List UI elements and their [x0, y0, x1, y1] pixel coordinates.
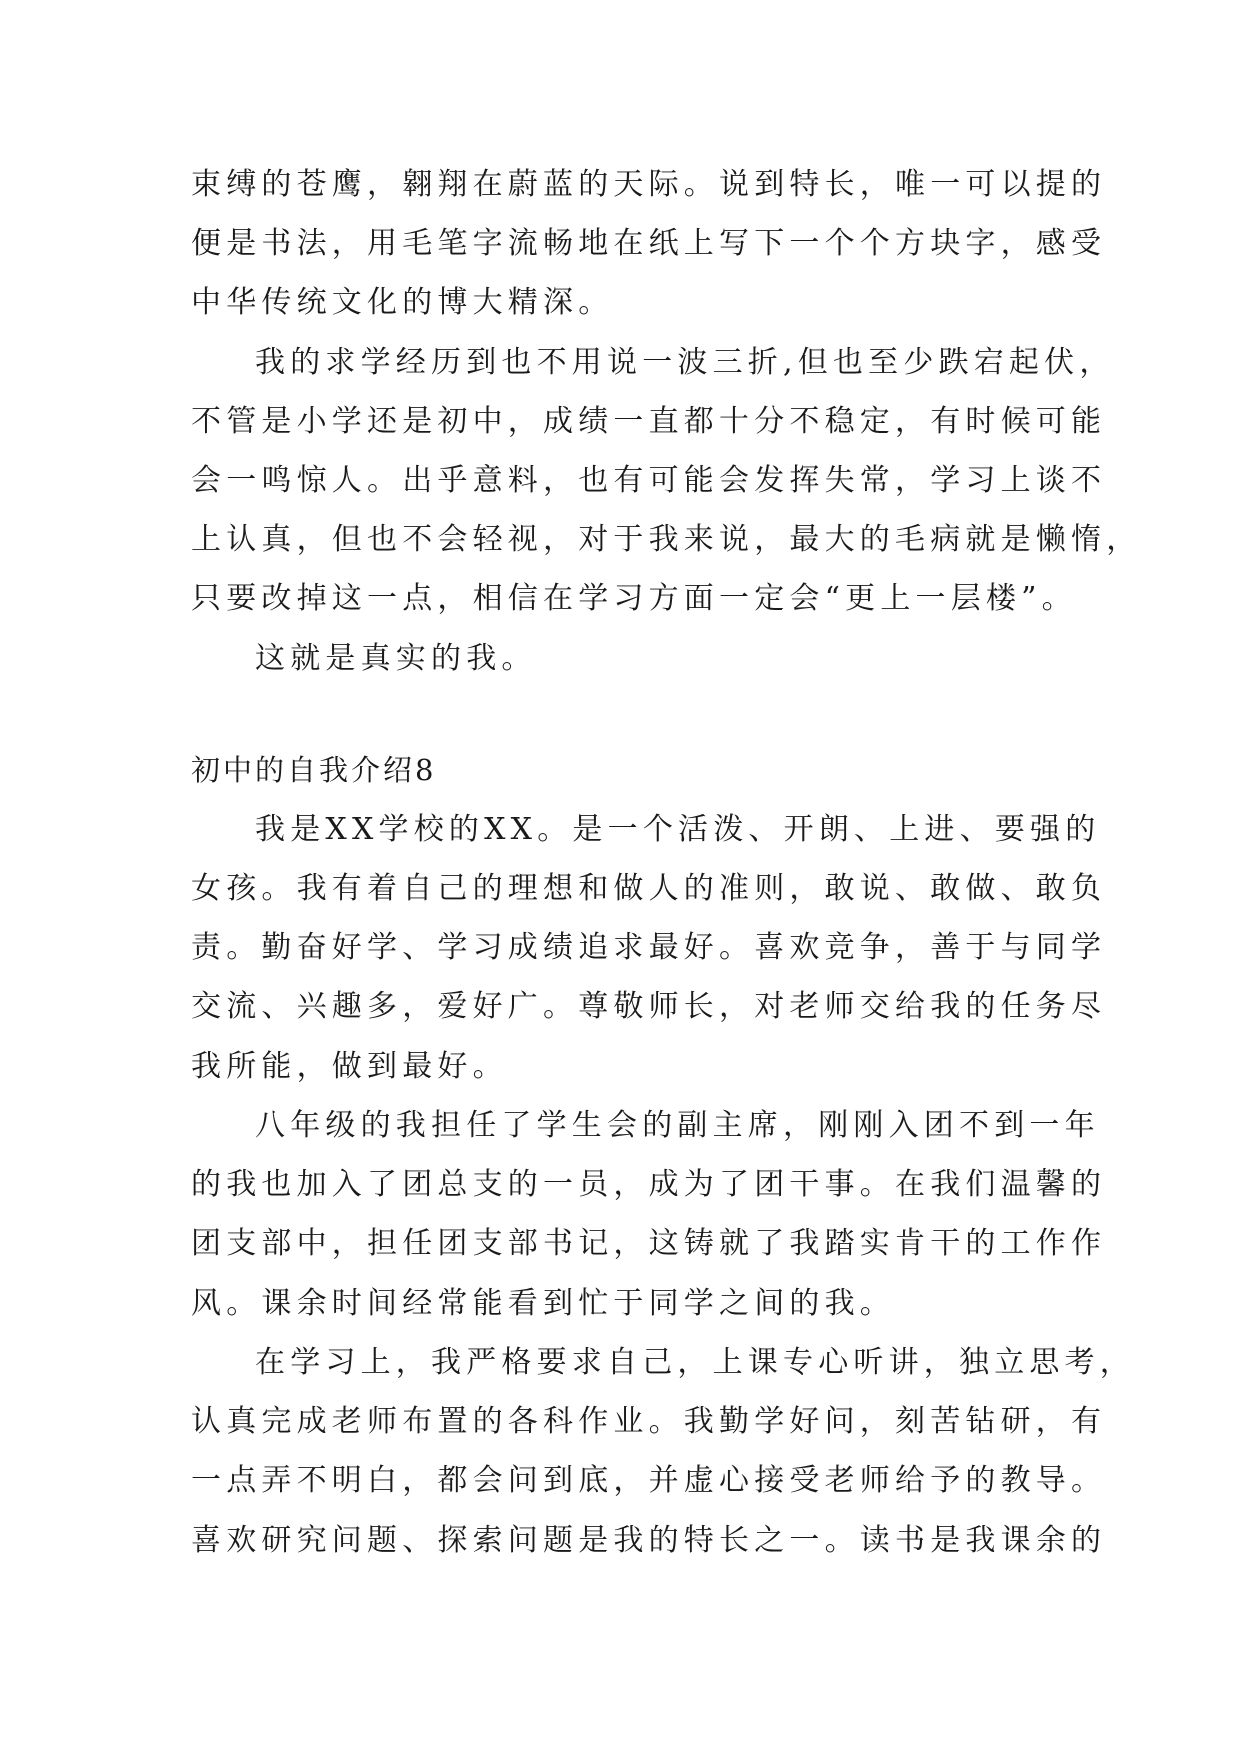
paragraph-line: 上认真，但也不会轻视，对于我来说，最大的毛病就是懒惰，	[191, 522, 1142, 557]
paragraph-first-line: 在学习上，我严格要求自己，上课专心听讲，独立思考，	[255, 1345, 1135, 1380]
paragraph-first-line: 我是XX学校的XX。是一个活泼、开朗、上进、要强的	[255, 812, 1101, 847]
paragraph-line: 喜欢研究问题、探索问题是我的特长之一。读书是我课余的	[191, 1523, 1107, 1558]
paragraph-line: 的我也加入了团总支的一员，成为了团干事。在我们温馨的	[191, 1167, 1107, 1202]
paragraph-line: 便是书法，用毛笔字流畅地在纸上写下一个个方块字，感受	[191, 226, 1107, 261]
paragraph-first-line: 这就是真实的我。	[255, 641, 537, 676]
paragraph-line: 一点弄不明白，都会问到底，并虚心接受老师给予的教导。	[191, 1463, 1107, 1498]
paragraph-line: 女孩。我有着自己的理想和做人的准则，敢说、敢做、敢负	[191, 871, 1107, 906]
paragraph-first-line: 八年级的我担任了学生会的副主席，刚刚入团不到一年	[255, 1108, 1100, 1143]
paragraph-line: 束缚的苍鹰，翱翔在蔚蓝的天际。说到特长，唯一可以提的	[191, 167, 1107, 202]
paragraph-line: 交流、兴趣多，爱好广。尊敬师长，对老师交给我的任务尽	[191, 989, 1107, 1024]
paragraph-line: 责。勤奋好学、学习成绩追求最好。喜欢竞争，善于与同学	[191, 930, 1107, 965]
paragraph-line: 我所能，做到最好。	[191, 1049, 508, 1084]
paragraph-line: 不管是小学还是初中，成绩一直都十分不稳定，有时候可能	[191, 404, 1107, 439]
paragraph-line: 认真完成老师布置的各科作业。我勤学好问，刻苦钻研，有	[191, 1404, 1107, 1439]
paragraph-line: 会一鸣惊人。出乎意料，也有可能会发挥失常，学习上谈不	[191, 463, 1107, 498]
paragraph-line: 只要改掉这一点，相信在学习方面一定会“更上一层楼”。	[191, 581, 1077, 616]
paragraph-line: 风。课余时间经常能看到忙于同学之间的我。	[191, 1286, 895, 1321]
paragraph-line: 中华传统文化的博大精深。	[191, 285, 614, 320]
paragraph-first-line: 我的求学经历到也不用说一波三折,但也至少跌宕起伏，	[255, 345, 1115, 380]
section-heading: 初中的自我介绍8	[191, 753, 437, 787]
paragraph-line: 团支部中，担任团支部书记，这铸就了我踏实肯干的工作作	[191, 1226, 1107, 1261]
